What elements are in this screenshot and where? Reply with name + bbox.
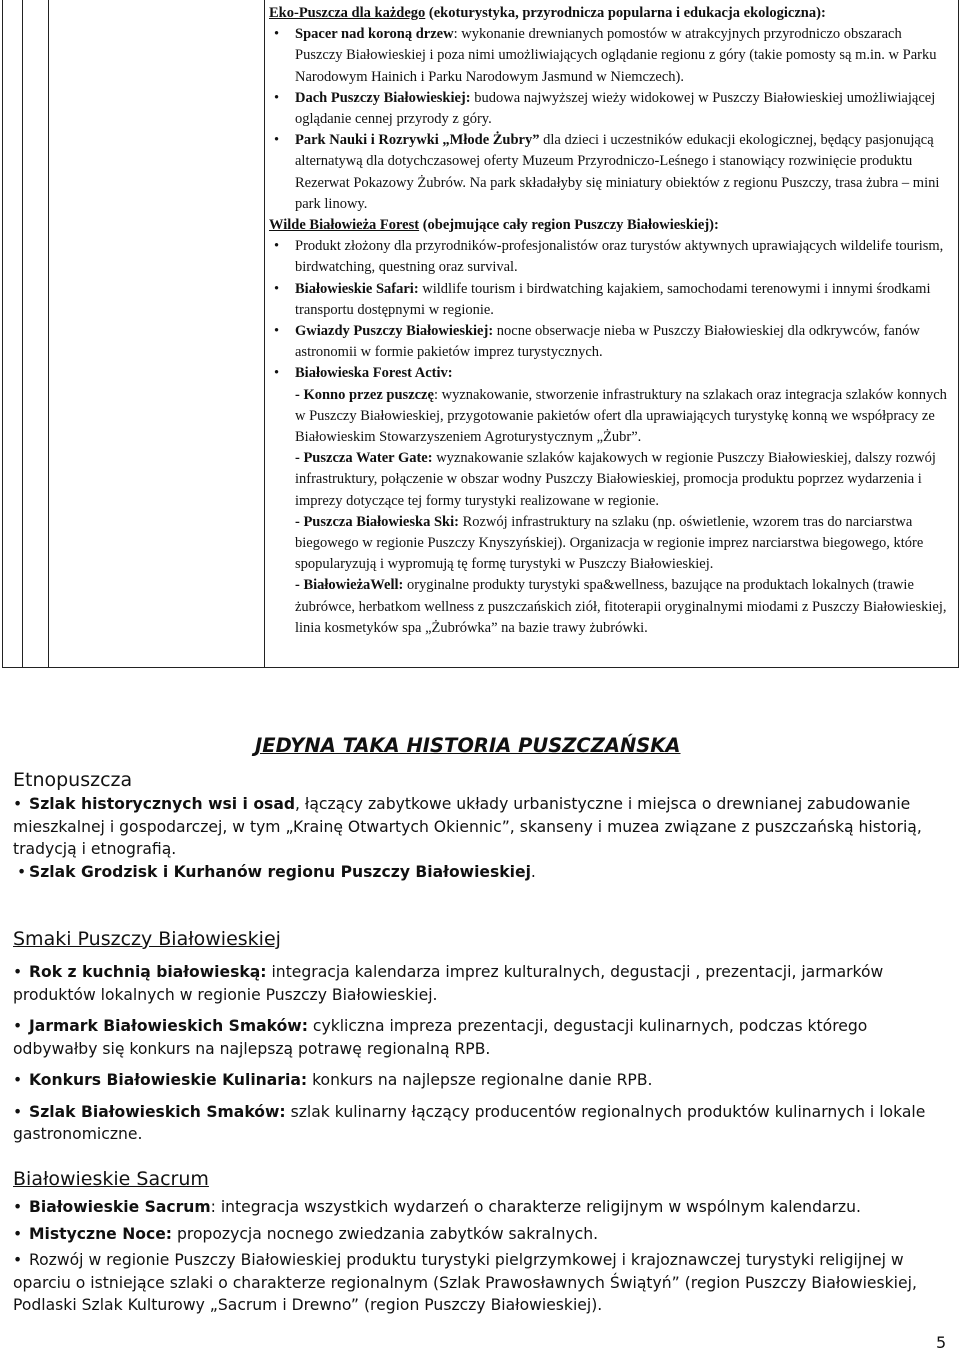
section-etnopuszcza (13, 767, 948, 883)
list-item: • Jarmark Białowieskich Smaków: cykliczna impreza prezentacji, degustacji kulinarnych, podczas którego odbywałby się konkurs na najlepszą potrawę regionalną RPB. (13, 1017, 868, 1058)
eko-list (269, 24, 949, 215)
activ-sub-1 (295, 385, 949, 449)
item-text: propozycja nocnego zwiedzania zabytków sakralnych. (172, 1224, 599, 1243)
wilde-item-2 (269, 279, 949, 321)
item-label: Rok z kuchnią białowieską: (29, 963, 267, 981)
item-text: cykliczna impreza prezentacji, degustacji kulinarnych, podczas którego odbywałby się konkurs na najlepszą potrawę regionalną RPB. (13, 1017, 868, 1058)
section-heading: Smaki Puszczy Białowieskiej (13, 928, 281, 950)
activ-sub-label: - Puszcza Water Gate: (295, 450, 433, 467)
table-divider-2 (48, 0, 49, 667)
section-smaki (13, 926, 948, 1146)
wilde-heading-rest: (obejmujące cały region Puszczy Białowieskiej): (419, 217, 719, 234)
wilde-item-label: Gwiazdy Puszczy Białowieskiej: (295, 323, 494, 340)
item-text: . (530, 862, 536, 881)
wilde-heading-link: Wilde Białowieża Forest (269, 217, 420, 234)
table-divider-1 (22, 0, 23, 667)
eko-heading (269, 3, 949, 24)
activ-sub-text: oryginalne produkty turystyki spa&wellness, bazujące na produktach lokalnych (trawie żubrówce, herbatkom wellness z puszczańskich ziół, fitoterapii oryginalnymi miodami z Puszczy Białowieskiej, linia kosmetyków spa „Żubrówka” na bazie trawy żubrówki. (295, 577, 947, 636)
eko-item-label: Dach Puszczy Białowieskiej: (295, 89, 471, 106)
activ-label: • Białowieska Forest Activ: (295, 365, 453, 382)
item-label: Białowieskie Sacrum (29, 1198, 211, 1216)
eko-heading-rest: (ekoturystyka, przyrodnicza popularna i edukacja ekologiczna): (425, 5, 826, 21)
item-label: Szlak historycznych wsi i osad (29, 795, 295, 813)
activ-sub-2 (295, 448, 949, 512)
eko-item-text: : wykonanie drewnianych pomostów w atrakcyjnych przyrodniczo obszarach Puszczy Białowieskiej i poza nimi umożliwiających oglądanie regionu z góry (takie pomosty są m.in. w Parku Narodowym Hainich i Parku Narodowym Jasmund w Niemczech). (295, 26, 937, 85)
wilde-item-3 (269, 321, 949, 363)
list-item: • Rok z kuchnią białowieską: integracja kalendarza imprez kulturalnych, degustacji , prezentacji, jarmarków produktów lokalnych w regionie Puszczy Białowieskiej. (13, 963, 884, 1004)
item-text: : integracja wszystkich wydarzeń o charakterze religijnym w wspólnym kalendarzu. (210, 1198, 861, 1216)
list-item: • Szlak historycznych wsi i osad, łączący zabytkowe układy urbanistyczne i miejsca o drewnianej zabudowanie mieszkalnej i gospodarczej, w tym „Krainę Otwartych Okiennic”, skanseny i muzea związane z puszczańską historią, tradycją i etnografią. (13, 795, 922, 858)
table-content-cell (269, 3, 949, 639)
section-heading: Białowieskie Sacrum (13, 1168, 209, 1190)
item-text: Rozwój w regionie Puszczy Białowieskiej produktu turystyki pielgrzymkowej i krajoznawczej turystyki religijnej w oparciu o istniejące szlaki o charakterze regionalnym (Szlak Prawosławnych Świątyń” (region Puszczy Białowieskiej, Podlaski Szlak Kulturowy „Sacrum i Drewno” (region Puszczy Białowieskiej). (13, 1251, 917, 1314)
wilde-item-1 (269, 236, 949, 278)
wilde-heading (269, 215, 949, 236)
list-item: • Szlak Białowieskich Smaków: szlak kulinarny łączący producentów regionalnych produktów kulinarnych i lokale gastronomiczne. (13, 1102, 926, 1143)
page-title: JEDYNA TAKA HISTORIA PUSZCZAŃSKA (255, 734, 681, 757)
table-border-bottom (2, 667, 959, 668)
item-label: Szlak Grodzisk i Kurhanów regionu Puszczy Białowieskiej (29, 862, 531, 881)
wilde-item-text: nocne obserwacje nieba w Puszczy Białowieskiej dla odkrywców, fanów astronomii w formie pakietów imprez turystycznych. (295, 323, 920, 361)
table-border-left (2, 0, 3, 667)
section-heading: Etnopuszcza (13, 769, 133, 791)
eko-item-text: budowa najwyższej wieży widokowej w Puszczy Białowieskiej umożliwiającej oglądanie cennej przyrody z góry. (295, 89, 936, 128)
activ-sub-text: Rozwój infrastruktury na szlaku (np. oświetlenie, wzorem tras do narciarstwa biegowego w regionie Puszczy Knyszyńskiej). Organizacja w regionie imprez narciarstwa biegowego, które spopularyzują i wypromują tę formę turystyki w Puszczy Białowieskiej. (295, 513, 924, 573)
page-number: 5 (936, 1333, 947, 1352)
wilde-item-activ (269, 363, 949, 639)
list-item: • Białowieskie Sacrum: integracja wszystkich wydarzeń o charakterze religijnym w wspólnym kalendarzu. (13, 1198, 861, 1216)
section-sacrum (13, 1166, 948, 1317)
activ-sub-label: - Konno przez puszczę (295, 386, 434, 403)
item-label: Konkurs Białowieskie Kulinaria: (29, 1071, 308, 1089)
item-text: , łączący zabytkowe układy urbanistyczne i miejsca o drewnianej zabudowanie mieszkalnej i gospodarczej, w tym „Krainę Otwartych Okiennic”, skanseny i muzea związane z puszczańską historią, tradycją i etnografią. (13, 795, 922, 858)
eko-item-text: dla dzieci i uczestników edukacji ekologicznej, będący pasjonującą alternatywą dla dotychczasowej oferty Muzeum Przyrodniczo-Leśnego i stanowiący rozwinięcie produktu Rezerwat Pokazowy Żubrów. Na park składałyby się miniatury obiektów z regionu Puszczy, trasa żubra – mini park linowy. (295, 132, 940, 212)
activ-sub-text: wyznakowanie szlaków kajakowych w regionie Puszczy Białowieskiej, dalszy rozwój infrastruktury, połączenie w obszar wodny Puszczy Białowieskiej, promocja produktu poprzez wydarzenia i imprezy dotyczące tej formy turystyki realizowane w regionie. (295, 450, 936, 509)
eko-item-3 (269, 130, 949, 215)
activ-sub-3 (295, 512, 949, 576)
wilde-item-text: wildlife tourism i birdwatching kajakiem, samochodami terenowymi i innymi środkami transportu dostępnymi w regionie. (295, 280, 931, 318)
item-label: Mistyczne Noce: (29, 1224, 173, 1243)
table-border-right (958, 0, 959, 667)
eko-item-label: Spacer nad koroną drzew (295, 26, 454, 43)
eko-heading-link: Eko-Puszcza dla każdego (269, 5, 426, 21)
activ-sub-label: - Puszcza Białowieska Ski: (295, 513, 459, 530)
item-label: Szlak Białowieskich Smaków: (29, 1102, 286, 1121)
activ-sub-4 (295, 575, 949, 639)
item-text: integracja kalendarza imprez kulturalnych, degustacji , prezentacji, jarmarków produktów lokalnych w regionie Puszczy Białowieskiej. (13, 963, 884, 1004)
activ-sub-text: : wyznakowanie, stworzenie infrastruktury na szlakach oraz integracja szlaków konnych w Puszczy Białowieskiej, przygotowanie pakietów ofert dla uprawiających turystykę konną we współpracy ze Białowieskim Stowarzyszeniem Agroturystycznym „Żubr”. (295, 386, 947, 446)
wilde-list (269, 236, 949, 639)
item-text: szlak kulinarny łączący producentów regionalnych produktów kulinarnych i lokale gastronomiczne. (13, 1102, 926, 1143)
eko-item-1 (269, 24, 949, 88)
eko-item-label: Park Nauki i Rozrywki „Młode Żubry” (295, 132, 540, 149)
list-item: • Konkurs Białowieskie Kulinaria: konkurs na najlepsze regionalne danie RPB. (13, 1071, 653, 1089)
item-label: Jarmark Białowieskich Smaków: (29, 1017, 308, 1035)
wilde-item-text: Produkt złożony dla przyrodników-profesjonalistów oraz turystów aktywnych uprawiających wildelife tourism, birdwatching, questning oraz survival. (295, 238, 944, 276)
wilde-item-label: Białowieskie Safari: (295, 280, 419, 297)
list-item: • Rozwój w regionie Puszczy Białowieskiej produktu turystyki pielgrzymkowej i krajoznawczej turystyki religijnej w oparciu o istniejące szlaki o charakterze regionalnym (Szlak Prawosławnych Świątyń” (region Puszczy Białowieskiej, Podlaski Szlak Kulturowy „Sacrum i Drewno” (region Puszczy Białowieskiej). (13, 1251, 917, 1314)
activ-sub-label: - BiałowieżaWell: (295, 577, 404, 594)
item-text: konkurs na najlepsze regionalne danie RPB. (307, 1071, 653, 1089)
list-item: • Mistyczne Noce: propozycja nocnego zwiedzania zabytków sakralnych. (13, 1224, 599, 1243)
eko-item-2 (269, 88, 949, 130)
table-divider-3 (264, 0, 265, 667)
list-item: • Szlak Grodzisk i Kurhanów regionu Puszczy Białowieskiej. (17, 862, 536, 881)
